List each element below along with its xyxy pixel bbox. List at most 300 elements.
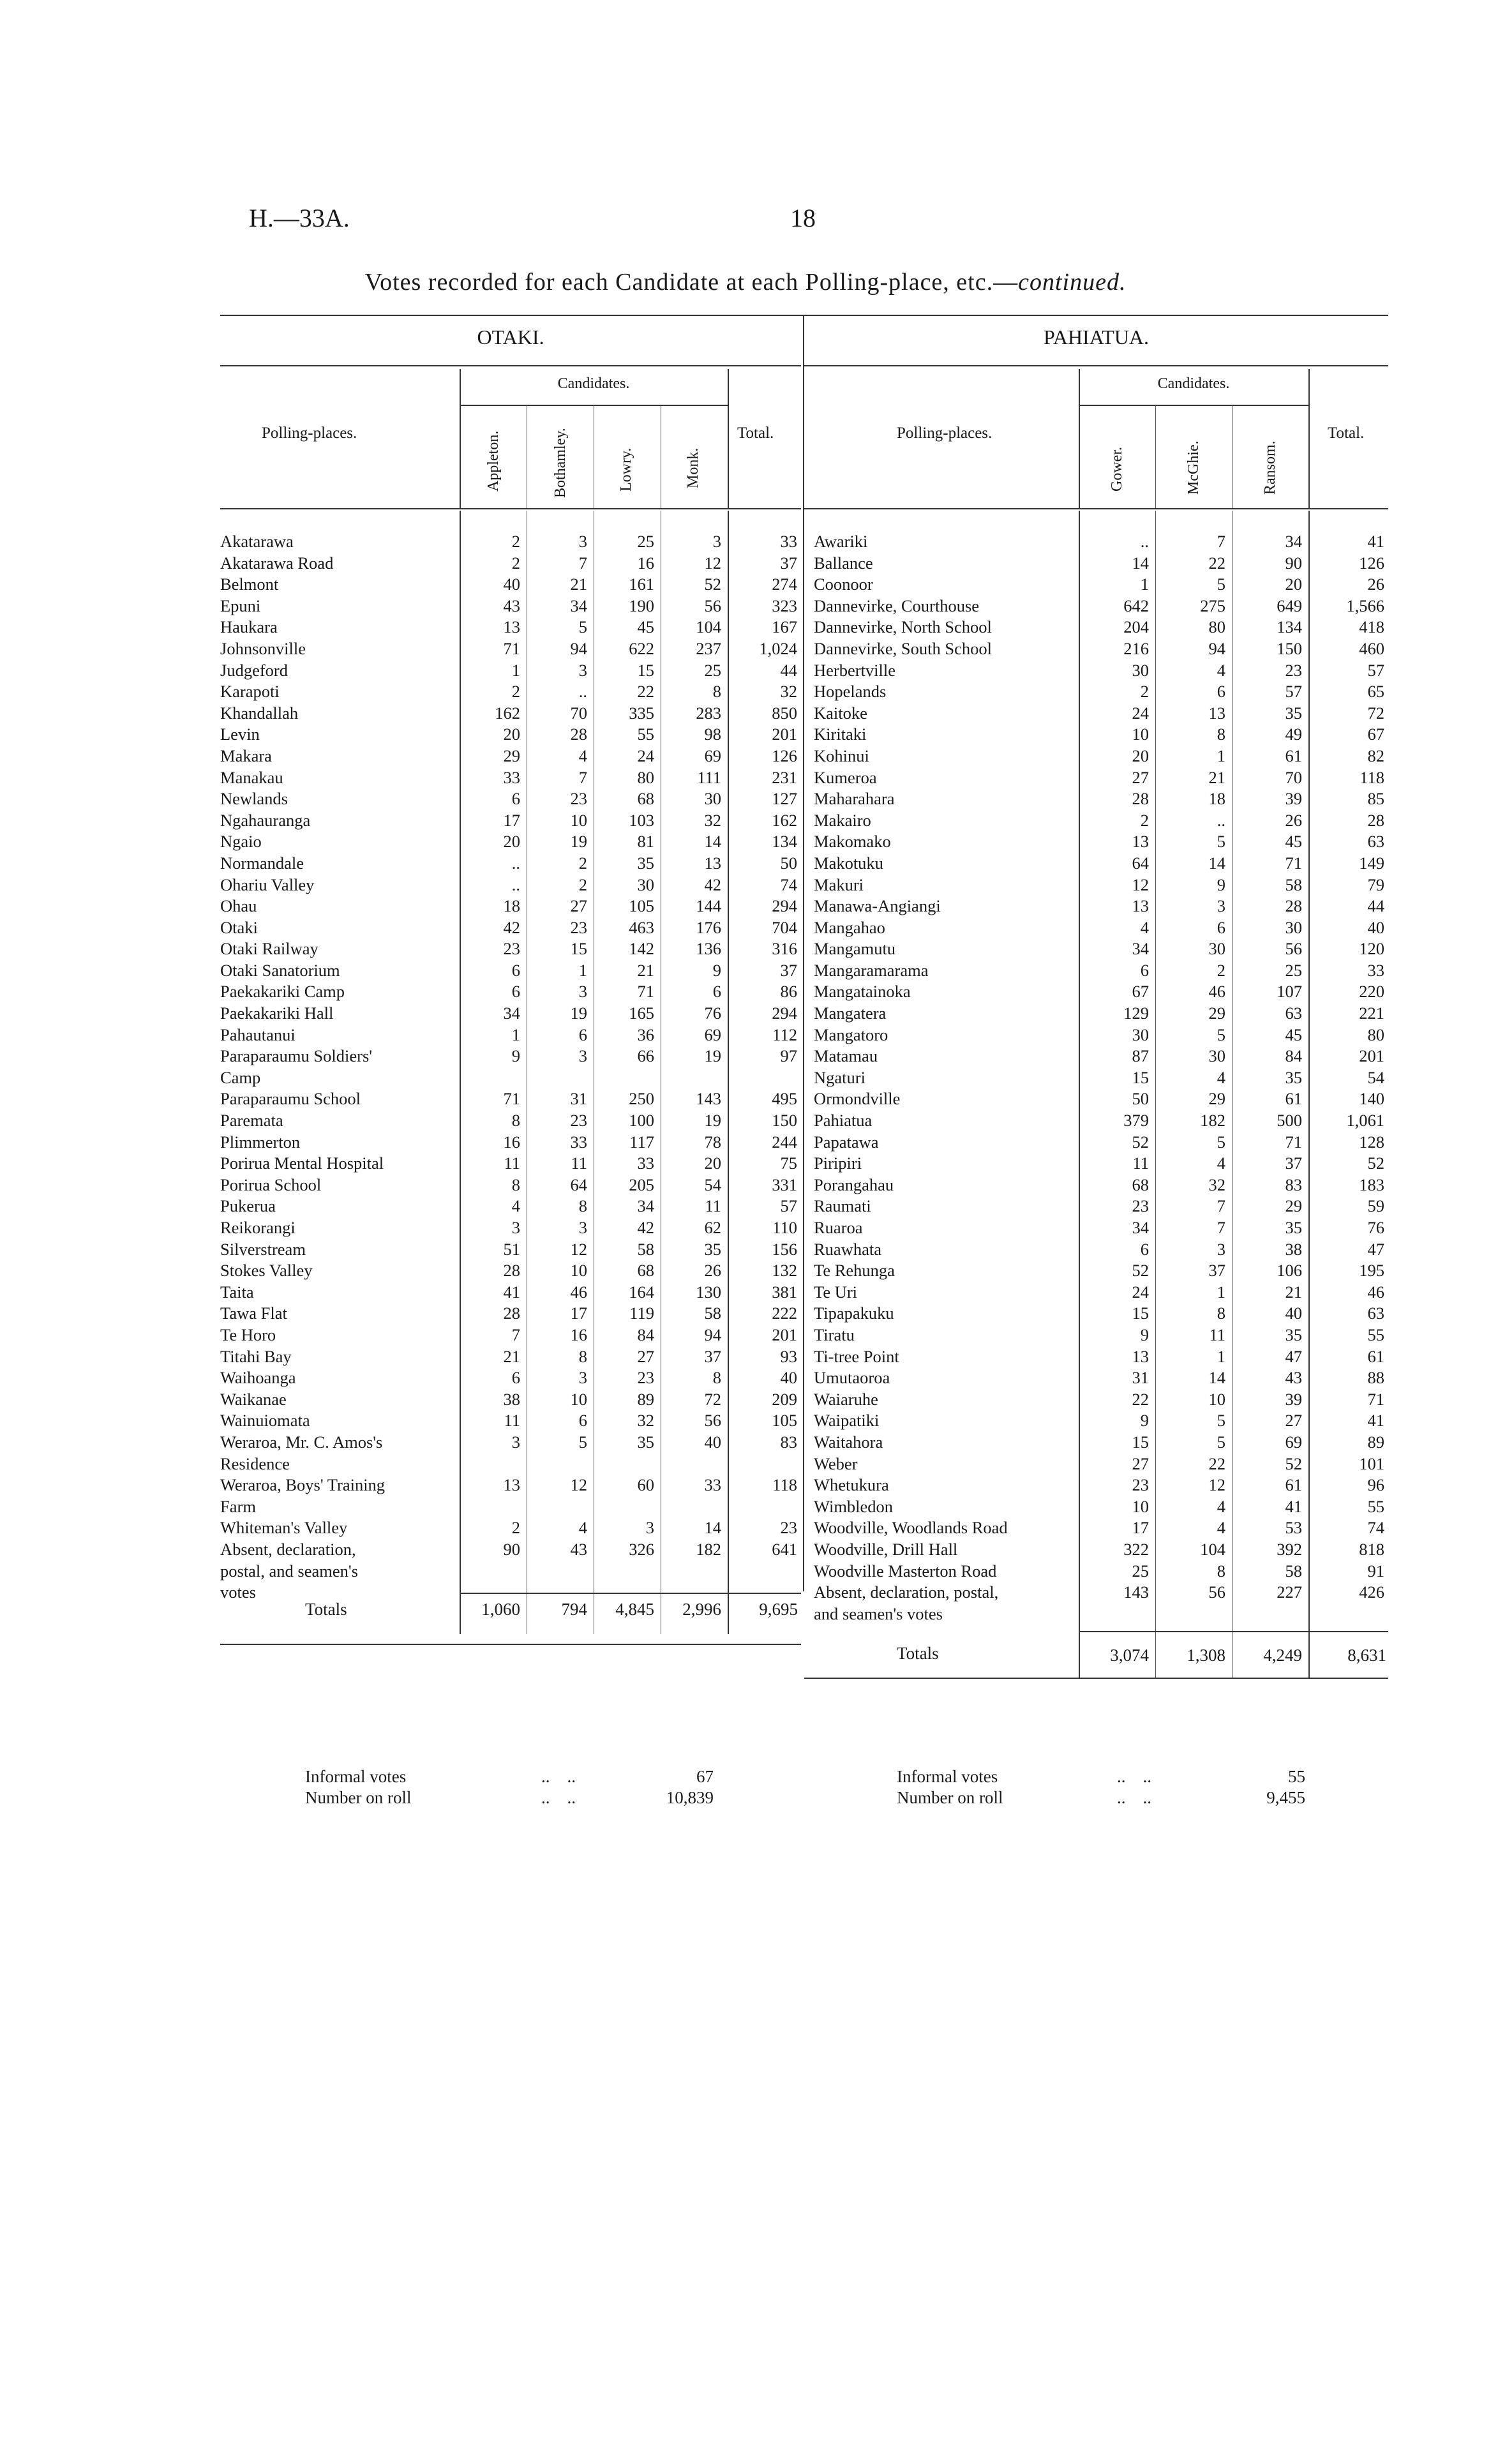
vote-count bbox=[661, 1496, 728, 1518]
vote-count bbox=[594, 1067, 661, 1089]
vote-count: 10 bbox=[1132, 1496, 1149, 1516]
vote-count: 26 bbox=[1285, 810, 1302, 830]
polling-place: Silverstream bbox=[220, 1239, 306, 1259]
vote-count: 23 bbox=[570, 1111, 587, 1131]
vote-count: 4 bbox=[578, 746, 587, 765]
vote-count: 63 bbox=[1285, 1003, 1302, 1023]
vote-count: 71 bbox=[1285, 853, 1302, 873]
polling-place: Akatarawa bbox=[220, 532, 294, 551]
vote-count: 15 bbox=[1132, 1432, 1149, 1452]
polling-place: Raumati bbox=[814, 1196, 871, 1216]
pahiatua-cand-mcghie: McGhie. bbox=[1185, 440, 1202, 495]
pahiatua-bottom-rule bbox=[804, 1678, 1388, 1679]
row-total: 41 bbox=[1367, 1411, 1384, 1431]
table-row bbox=[814, 617, 1388, 638]
vote-count: 9 bbox=[1140, 1411, 1149, 1431]
polling-place: Pahiatua bbox=[814, 1111, 873, 1131]
polling-place: Paekakariki Hall bbox=[220, 1003, 334, 1023]
leader-dots: .. .. bbox=[541, 1788, 576, 1807]
vote-count: 38 bbox=[503, 1389, 520, 1409]
row-total: 220 bbox=[1359, 982, 1384, 1002]
table-row bbox=[814, 1561, 1388, 1582]
row-total: 63 bbox=[1367, 832, 1384, 852]
table-row bbox=[814, 896, 1388, 917]
vote-count: 69 bbox=[704, 746, 721, 765]
row-total: 44 bbox=[780, 660, 797, 680]
table-row bbox=[220, 896, 801, 917]
polling-place: Camp bbox=[220, 1067, 261, 1087]
vote-count: 6 bbox=[578, 1411, 587, 1431]
vote-count: 14 bbox=[1208, 1368, 1225, 1388]
row-total: 641 bbox=[772, 1539, 797, 1559]
vote-count: 7 bbox=[578, 767, 587, 787]
vote-count: 40 bbox=[704, 1432, 721, 1452]
table-row bbox=[220, 1175, 801, 1196]
table-row bbox=[220, 1239, 801, 1261]
vote-count: 20 bbox=[1132, 746, 1149, 765]
vote-count: 130 bbox=[696, 1282, 721, 1302]
vote-count: 22 bbox=[1208, 1454, 1225, 1473]
vote-count: 30 bbox=[1285, 917, 1302, 937]
vote-count: 42 bbox=[503, 917, 520, 937]
vote-count: 165 bbox=[629, 1003, 654, 1023]
row-total: 850 bbox=[772, 703, 797, 723]
row-total: 426 bbox=[1359, 1582, 1384, 1602]
vote-count: 28 bbox=[1285, 896, 1302, 916]
vote-count: 6 bbox=[1217, 682, 1225, 702]
table-row bbox=[220, 960, 801, 982]
vote-count: 6 bbox=[712, 982, 721, 1002]
vote-count: 30 bbox=[1132, 660, 1149, 680]
pahiatua-informal-row bbox=[897, 1767, 1305, 1789]
table-row bbox=[220, 531, 801, 553]
vote-count: 98 bbox=[704, 725, 721, 744]
vote-count: 275 bbox=[1200, 596, 1225, 615]
polling-place: Karapoti bbox=[220, 682, 280, 702]
vote-count: 58 bbox=[637, 1239, 654, 1259]
vote-count: 8 bbox=[1217, 1561, 1225, 1581]
vote-count: 15 bbox=[570, 939, 587, 959]
otaki-total-appleton: 1,060 bbox=[481, 1600, 520, 1619]
section-divider bbox=[803, 315, 804, 1591]
vote-count: 144 bbox=[696, 896, 721, 916]
pahiatua-totals-label: Totals bbox=[897, 1644, 939, 1663]
vote-count: 80 bbox=[1208, 617, 1225, 637]
vote-count: 283 bbox=[696, 703, 721, 723]
vote-count: 107 bbox=[1277, 982, 1302, 1002]
vote-count: 27 bbox=[1132, 767, 1149, 787]
table-row bbox=[814, 1132, 1388, 1153]
table-row bbox=[220, 1088, 801, 1110]
vote-count: 1 bbox=[511, 660, 520, 680]
vote-count: 28 bbox=[1132, 789, 1149, 809]
polling-place: Makomako bbox=[814, 832, 891, 852]
vote-count: 1 bbox=[1140, 575, 1149, 594]
polling-place: Otaki Sanatorium bbox=[220, 960, 340, 980]
table-row bbox=[814, 1260, 1388, 1282]
vote-count: 34 bbox=[570, 596, 587, 615]
vote-count: 326 bbox=[629, 1539, 654, 1559]
table-row bbox=[220, 1003, 801, 1025]
vote-count: 51 bbox=[503, 1239, 520, 1259]
vote-count bbox=[661, 1561, 728, 1582]
table-row bbox=[814, 1303, 1388, 1325]
vote-count: 45 bbox=[637, 617, 654, 637]
vote-count: 21 bbox=[637, 960, 654, 980]
vote-count: 33 bbox=[570, 1132, 587, 1152]
vote-count: 11 bbox=[1132, 1153, 1149, 1173]
vote-count: 14 bbox=[1132, 553, 1149, 573]
vote-count: 81 bbox=[637, 832, 654, 852]
row-total: 112 bbox=[772, 1025, 797, 1044]
vote-count: .. bbox=[1217, 810, 1225, 830]
vote-count bbox=[594, 1454, 661, 1475]
vote-count: 17 bbox=[570, 1303, 587, 1323]
row-total: 37 bbox=[780, 960, 797, 980]
pahiatua-body-sep bbox=[1155, 511, 1156, 1679]
vote-count: 8 bbox=[511, 1175, 520, 1194]
polling-place: Weraroa, Mr. C. Amos's bbox=[220, 1432, 383, 1452]
table-row bbox=[220, 1475, 801, 1496]
vote-count: 35 bbox=[704, 1239, 721, 1259]
leader-dots: .. .. bbox=[1117, 1788, 1151, 1807]
vote-count bbox=[1079, 1604, 1155, 1625]
table-row bbox=[814, 1410, 1388, 1432]
vote-count: 45 bbox=[1285, 1025, 1302, 1044]
vote-count: 23 bbox=[503, 939, 520, 959]
vote-count: 22 bbox=[1132, 1389, 1149, 1409]
vote-count: 35 bbox=[1285, 703, 1302, 723]
vote-count: 61 bbox=[1285, 1475, 1302, 1495]
table-row bbox=[220, 1561, 801, 1582]
vote-count: .. bbox=[578, 682, 587, 702]
row-total: 101 bbox=[1359, 1454, 1384, 1473]
vote-count: 17 bbox=[1132, 1518, 1149, 1538]
polling-place: Porirua School bbox=[220, 1175, 322, 1194]
vote-count: 143 bbox=[1123, 1582, 1149, 1602]
vote-count: 14 bbox=[704, 832, 721, 852]
vote-count: 61 bbox=[1285, 1089, 1302, 1109]
vote-count: 227 bbox=[1277, 1582, 1302, 1602]
vote-count: 11 bbox=[504, 1153, 520, 1173]
polling-place: Judgeford bbox=[220, 660, 288, 680]
polling-place: Piripiri bbox=[814, 1153, 862, 1173]
row-total: 89 bbox=[1367, 1432, 1384, 1452]
vote-count: 34 bbox=[1132, 1218, 1149, 1237]
pahiatua-total-mcghie: 1,308 bbox=[1187, 1646, 1225, 1665]
vote-count: 190 bbox=[629, 596, 654, 615]
vote-count: 52 bbox=[1285, 1454, 1302, 1473]
vote-count: 49 bbox=[1285, 725, 1302, 744]
polling-place: Mangatoro bbox=[814, 1025, 888, 1044]
vote-count: .. bbox=[511, 875, 520, 894]
vote-count: 64 bbox=[1132, 853, 1149, 873]
vote-count: 119 bbox=[629, 1303, 654, 1323]
pahiatua-polling-label: Polling-places. bbox=[897, 424, 993, 442]
vote-count: 70 bbox=[570, 703, 587, 723]
table-row bbox=[220, 1217, 801, 1239]
polling-place: Mangamutu bbox=[814, 939, 896, 959]
vote-count: 3 bbox=[511, 1432, 520, 1452]
row-total: 97 bbox=[780, 1046, 797, 1066]
pahiatua-candidates-label: Candidates. bbox=[1157, 375, 1230, 392]
row-total: 274 bbox=[772, 575, 797, 594]
row-total: 28 bbox=[1367, 810, 1384, 830]
row-total: 209 bbox=[772, 1389, 797, 1409]
otaki-informal-label: Informal votes bbox=[305, 1767, 407, 1786]
vote-count: 16 bbox=[637, 553, 654, 573]
table-row bbox=[814, 1389, 1388, 1411]
vote-count: 68 bbox=[1132, 1175, 1149, 1194]
vote-count: 4 bbox=[1217, 660, 1225, 680]
polling-place: Tawa Flat bbox=[220, 1303, 287, 1323]
otaki-heading: OTAKI. bbox=[477, 326, 544, 349]
pahiatua-head-right bbox=[1308, 369, 1310, 508]
table-row bbox=[814, 1454, 1388, 1475]
vote-count: 26 bbox=[704, 1261, 721, 1281]
vote-count: 3 bbox=[712, 532, 721, 551]
vote-count: 13 bbox=[1132, 832, 1149, 852]
vote-count: 6 bbox=[1140, 960, 1149, 980]
row-total: 26 bbox=[1367, 575, 1384, 594]
table-row bbox=[220, 981, 801, 1003]
otaki-informal-value: 67 bbox=[696, 1767, 714, 1786]
vote-count: 13 bbox=[503, 1475, 520, 1495]
vote-count: 3 bbox=[578, 1046, 587, 1066]
table-row bbox=[220, 1303, 801, 1325]
vote-count: 9 bbox=[712, 960, 721, 980]
row-total: 74 bbox=[1367, 1518, 1384, 1538]
vote-count: 69 bbox=[704, 1025, 721, 1044]
row-total: 323 bbox=[772, 596, 797, 615]
vote-count: 3 bbox=[1217, 896, 1225, 916]
polling-place: Mangaramarama bbox=[814, 960, 929, 980]
vote-count: 7 bbox=[1217, 1218, 1225, 1237]
polling-place: Khandallah bbox=[220, 703, 299, 723]
vote-count: 162 bbox=[495, 703, 520, 723]
vote-count: 4 bbox=[1217, 1153, 1225, 1173]
row-total: 316 bbox=[772, 939, 797, 959]
row-total: 47 bbox=[1367, 1239, 1384, 1259]
table-row bbox=[814, 1517, 1388, 1539]
vote-count: 28 bbox=[503, 1303, 520, 1323]
vote-count: 9 bbox=[1140, 1325, 1149, 1344]
row-total: 183 bbox=[1359, 1175, 1384, 1194]
vote-count: 3 bbox=[1217, 1239, 1225, 1259]
polling-place: postal, and seamen's bbox=[220, 1561, 358, 1581]
vote-count: 43 bbox=[1285, 1368, 1302, 1388]
vote-count: 38 bbox=[1285, 1239, 1302, 1259]
vote-count: 42 bbox=[704, 875, 721, 894]
row-total: 32 bbox=[780, 682, 797, 702]
row-total: 150 bbox=[772, 1111, 797, 1131]
vote-count: 32 bbox=[704, 810, 721, 830]
pahiatua-roll-label: Number on roll bbox=[897, 1788, 1003, 1807]
table-row bbox=[814, 1217, 1388, 1239]
row-total: 294 bbox=[772, 1003, 797, 1023]
row-total: 118 bbox=[772, 1475, 797, 1495]
vote-count: 6 bbox=[511, 789, 520, 809]
vote-count: 25 bbox=[1285, 960, 1302, 980]
polling-place: Belmont bbox=[220, 575, 279, 594]
vote-count: 4 bbox=[1217, 1518, 1225, 1538]
vote-count: 104 bbox=[1200, 1539, 1225, 1559]
vote-count: 39 bbox=[1285, 1389, 1302, 1409]
polling-place: Normandale bbox=[220, 853, 304, 873]
row-total: 167 bbox=[772, 617, 797, 637]
table-row bbox=[814, 767, 1388, 789]
pahiatua-totals-rule bbox=[1079, 1631, 1388, 1632]
polling-place: Titahi Bay bbox=[220, 1346, 292, 1366]
vote-count: 19 bbox=[704, 1111, 721, 1131]
row-total: 201 bbox=[772, 725, 797, 744]
pahiatua-cand-gower: Gower. bbox=[1109, 447, 1125, 492]
table-row bbox=[220, 553, 801, 575]
table-row bbox=[814, 917, 1388, 939]
vote-count bbox=[527, 1067, 594, 1089]
vote-count: 8 bbox=[1217, 725, 1225, 744]
vote-count: 83 bbox=[1285, 1175, 1302, 1194]
vote-count: 1 bbox=[578, 960, 587, 980]
table-row bbox=[814, 724, 1388, 746]
vote-count: 60 bbox=[637, 1475, 654, 1495]
polling-place: Dannevirke, South School bbox=[814, 638, 992, 658]
polling-place: Weraroa, Boys' Training bbox=[220, 1475, 386, 1495]
vote-count: 35 bbox=[637, 853, 654, 873]
polling-place: Makotuku bbox=[814, 853, 883, 873]
polling-place: Mangatera bbox=[814, 1003, 887, 1023]
row-total: 74 bbox=[780, 875, 797, 894]
vote-count: 182 bbox=[696, 1539, 721, 1559]
vote-count: 30 bbox=[1208, 1046, 1225, 1066]
vote-count: 70 bbox=[1285, 767, 1302, 787]
vote-count: 8 bbox=[578, 1196, 587, 1216]
row-total: 54 bbox=[1367, 1067, 1384, 1087]
vote-count: 23 bbox=[1285, 660, 1302, 680]
table-row bbox=[220, 1196, 801, 1217]
vote-count: 500 bbox=[1277, 1111, 1302, 1131]
vote-count: 90 bbox=[503, 1539, 520, 1559]
polling-place: Tiratu bbox=[814, 1325, 855, 1344]
otaki-head-right bbox=[728, 369, 729, 508]
vote-count: 66 bbox=[637, 1046, 654, 1066]
row-total: 57 bbox=[1367, 660, 1384, 680]
page-title bbox=[0, 268, 1491, 296]
pahiatua-heading: PAHIATUA. bbox=[1043, 326, 1150, 349]
vote-count: 7 bbox=[1217, 532, 1225, 551]
row-total: 128 bbox=[1359, 1132, 1384, 1152]
vote-count: 136 bbox=[696, 939, 721, 959]
otaki-body-right bbox=[728, 511, 729, 1634]
vote-count: 43 bbox=[503, 596, 520, 615]
vote-count bbox=[1155, 1604, 1232, 1625]
vote-count: 14 bbox=[704, 1518, 721, 1538]
polling-place: Paraparaumu Soldiers' bbox=[220, 1046, 373, 1066]
title-continued: continued. bbox=[1018, 269, 1127, 296]
vote-count: 3 bbox=[578, 1218, 587, 1237]
vote-count: 4 bbox=[511, 1196, 520, 1216]
row-total: 120 bbox=[1359, 939, 1384, 959]
vote-count: 3 bbox=[578, 1368, 587, 1388]
vote-count: 2 bbox=[1140, 682, 1149, 702]
vote-count: 7 bbox=[511, 1325, 520, 1344]
row-total: 221 bbox=[1359, 1003, 1384, 1023]
vote-count: 4 bbox=[1217, 1067, 1225, 1087]
leader-dots: .. .. bbox=[541, 1767, 576, 1786]
vote-count: 12 bbox=[704, 553, 721, 573]
table-row bbox=[220, 1132, 801, 1153]
table-row bbox=[814, 1539, 1388, 1561]
vote-count: 27 bbox=[1285, 1411, 1302, 1431]
otaki-roll-label: Number on roll bbox=[305, 1788, 412, 1807]
row-total: 110 bbox=[772, 1218, 797, 1237]
polling-place: Makairo bbox=[814, 810, 871, 830]
vote-count: 2 bbox=[1140, 810, 1149, 830]
vote-count: 12 bbox=[1132, 875, 1149, 894]
vote-count: 3 bbox=[511, 1218, 520, 1237]
row-total: 381 bbox=[772, 1282, 797, 1302]
vote-count: 100 bbox=[629, 1111, 654, 1131]
row-total: 59 bbox=[1367, 1196, 1384, 1216]
table-row bbox=[220, 1153, 801, 1175]
vote-count: 322 bbox=[1123, 1539, 1149, 1559]
vote-count: 40 bbox=[1285, 1303, 1302, 1323]
vote-count: 4 bbox=[1140, 917, 1149, 937]
vote-count: 80 bbox=[637, 767, 654, 787]
vote-count: 2 bbox=[578, 875, 587, 894]
table-row bbox=[814, 531, 1388, 553]
vote-count: 46 bbox=[1208, 982, 1225, 1002]
polling-place: Kiritaki bbox=[814, 725, 867, 744]
table-row bbox=[220, 1046, 801, 1067]
vote-count: 12 bbox=[1208, 1475, 1225, 1495]
table-row bbox=[220, 596, 801, 617]
row-total: 76 bbox=[1367, 1218, 1384, 1237]
polling-place: Ti-tree Point bbox=[814, 1346, 899, 1366]
row-total: 61 bbox=[1367, 1346, 1384, 1366]
table-row bbox=[814, 1367, 1388, 1389]
vote-count: 10 bbox=[1208, 1389, 1225, 1409]
vote-count: 6 bbox=[511, 1368, 520, 1388]
polling-place: Manawa-Angiangi bbox=[814, 896, 941, 916]
vote-count: 164 bbox=[629, 1282, 654, 1302]
pahiatua-body-right bbox=[1308, 511, 1310, 1679]
vote-count: 35 bbox=[1285, 1325, 1302, 1344]
row-total: 495 bbox=[772, 1089, 797, 1109]
vote-count: 10 bbox=[570, 1261, 587, 1281]
otaki-head-bottom bbox=[220, 508, 801, 509]
vote-count: 84 bbox=[637, 1325, 654, 1344]
vote-count: 20 bbox=[704, 1153, 721, 1173]
vote-count bbox=[527, 1496, 594, 1518]
vote-count bbox=[527, 1561, 594, 1582]
pahiatua-candidates-rule bbox=[1079, 405, 1308, 406]
vote-count: 18 bbox=[1208, 789, 1225, 809]
polling-place: Stokes Valley bbox=[220, 1261, 313, 1281]
vote-count: 43 bbox=[570, 1539, 587, 1559]
vote-count: 40 bbox=[503, 575, 520, 594]
vote-count: 11 bbox=[504, 1411, 520, 1431]
vote-count: 27 bbox=[1132, 1454, 1149, 1473]
table-row bbox=[220, 574, 801, 596]
vote-count bbox=[661, 1454, 728, 1475]
row-total: 63 bbox=[1367, 1303, 1384, 1323]
row-total: 222 bbox=[772, 1303, 797, 1323]
leader-dots: .. .. bbox=[1117, 1767, 1151, 1786]
otaki-head-left bbox=[460, 369, 461, 508]
vote-count: 13 bbox=[503, 617, 520, 637]
table-row bbox=[814, 1003, 1388, 1025]
